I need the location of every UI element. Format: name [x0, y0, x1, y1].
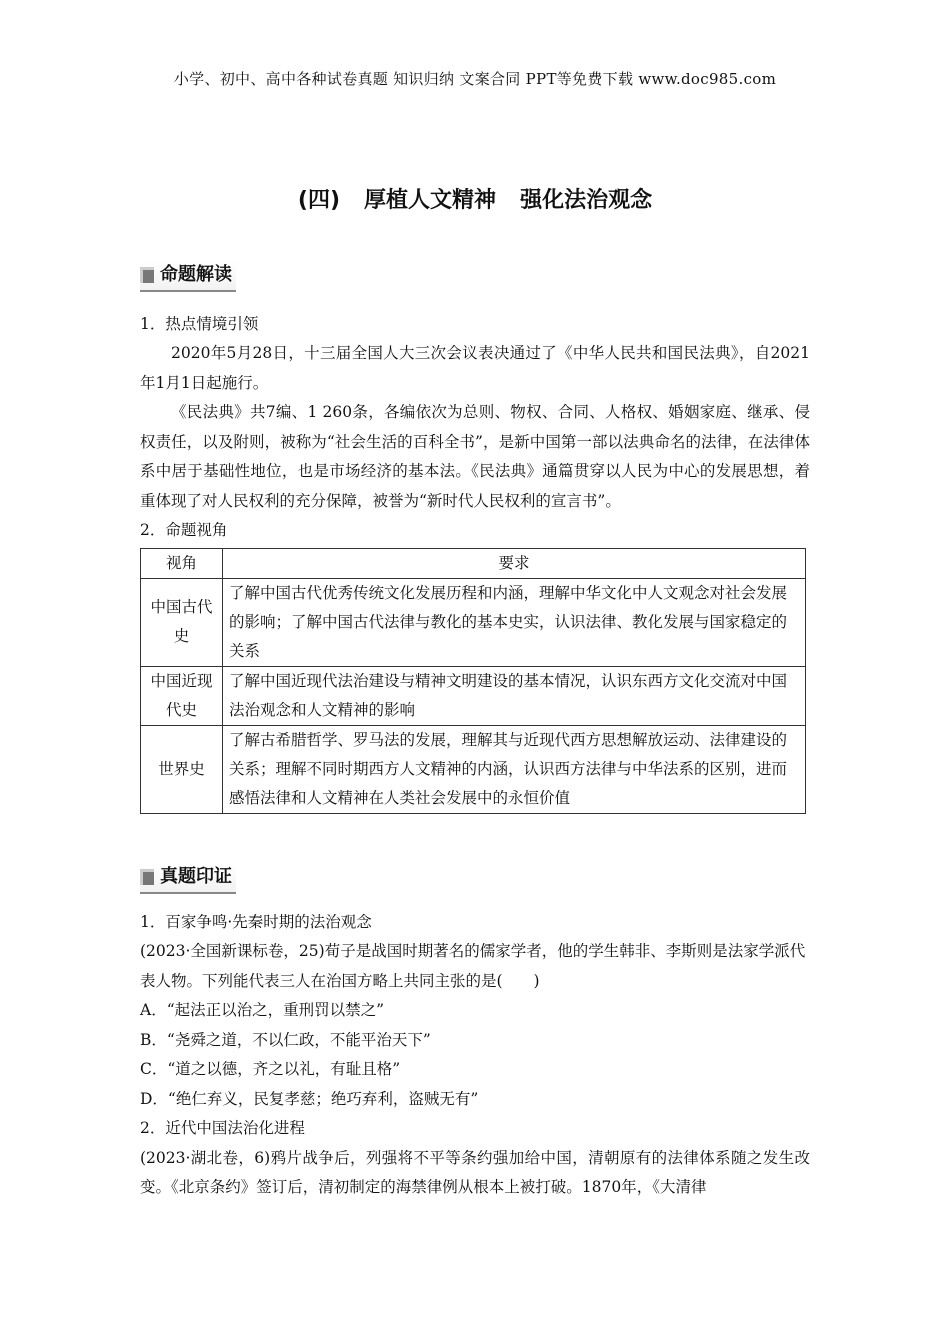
perspective-table: [140, 548, 806, 814]
section-heading-text: 命题解读: [160, 264, 232, 286]
page-title: [0, 183, 950, 214]
subheading: 1．百家争鸣·先秦时期的法治观念: [140, 912, 372, 931]
table-cell: 了解中国古代优秀传统文化发展历程和内涵，理解中华文化中人文观念对社会发展的影响；了解中国古代法律与教化的基本史实，认识法律、教化发展与国家稳定的关系: [223, 578, 806, 666]
title-number: (四): [297, 188, 341, 213]
subheading: 2．命题视角: [140, 521, 228, 539]
section-proposition: [140, 262, 810, 814]
table-header: 要求: [223, 548, 806, 578]
option-c: C．“道之以德，齐之以礼，有耻且格”: [140, 1060, 401, 1078]
question: (2023·湖北卷，6)鸦片战争后，列强将不平等条约强加给中国，清朝原有的法律体系随之发生改变。《北京条约》签订后，清初制定的海禁律例从根本上被打破。1870年，《大清律: [140, 1148, 810, 1196]
table-cell: 世界史: [141, 725, 223, 813]
section-icon: [140, 267, 154, 283]
title-part-b: 强化法治观念: [520, 188, 653, 213]
paragraph: 《民法典》共7编、1 260条，各编依次为总则、物权、合同、人格权、婚姻家庭、继承、侵权责任，以及附则，被称为“社会生活的百科全书”，是新中国第一部以法典命名的法律，在法律体系中居于基础性地位，也是市场经济的基本法。《民法典》通篇贯穿以人民为中心的发展思想，着重体现了对人民权利的充分保障，被誉为“新时代人民权利的宣言书”。: [140, 403, 810, 510]
paragraph: 2020年5月28日，十三届全国人大三次会议表决通过了《中华人民共和国民法典》，自2021年1月1日起施行。: [140, 344, 810, 392]
option-d: D．“绝仁弃义，民复孝慈；绝巧弃利，盗贼无有”: [140, 1089, 479, 1108]
table-cell: 了解古希腊哲学、罗马法的发展，理解其与近现代西方思想解放运动、法律建设的关系；理解不同时期西方人文精神的内涵，认识西方法律与中华法系的区别，进而感悟法律和人文精神在人类社会发展中的永恒价值: [223, 725, 806, 813]
section-heading: [140, 864, 236, 894]
page-header: 小学、初中、高中各种试卷真题 知识归纳 文案合同 PPT等免费下载 www.doc985.com: [173, 70, 777, 88]
table-cell: 中国近现代史: [141, 666, 223, 725]
section-heading-text: 真题印证: [160, 866, 232, 888]
option-a: A．“起法正以治之，重刑罚以禁之”: [140, 1001, 385, 1019]
subheading: 2．近代中国法治化进程: [140, 1119, 305, 1137]
table-row: [141, 666, 806, 725]
table-header: 视角: [141, 548, 223, 578]
table-cell: 中国古代史: [141, 578, 223, 666]
section-icon: [140, 869, 154, 885]
table-row: [141, 578, 806, 666]
section-heading: [140, 262, 236, 292]
title-part-a: 厚植人文精神: [364, 188, 497, 213]
table-cell: 了解中国近现代法治建设与精神文明建设的基本情况，认识东西方文化交流对中国法治观念和人文精神的影响: [223, 666, 806, 725]
option-b: B．“尧舜之道，不以仁政，不能平治天下”: [140, 1030, 431, 1049]
section-exam: [140, 864, 810, 1203]
subheading: 1．热点情境引领: [140, 314, 259, 333]
question: (2023·全国新课标卷，25)荀子是战国时期著名的儒家学者，他的学生韩非、李斯则是法家学派代表人物。下列能代表三人在治国方略上共同主张的是( ): [140, 942, 806, 990]
table-row: [141, 725, 806, 813]
